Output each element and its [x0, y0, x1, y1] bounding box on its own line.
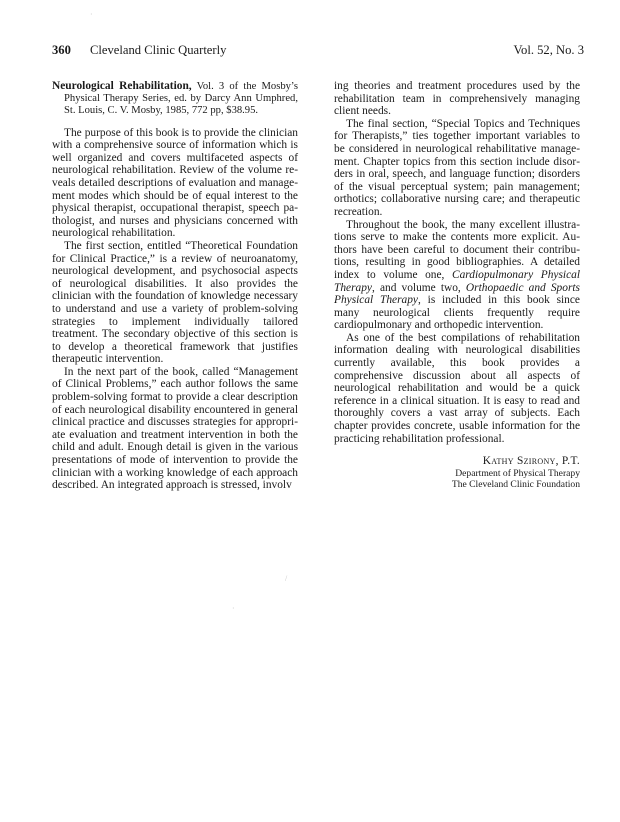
- paragraph: In the next part of the book, called “Management of Clinical Problems,” each author follows the same problem-solving format to provide a clear description of each neurological disability encountered in general clinical practice and discusses strategies for appropriate evaluation and treatment intervention in both the child and adult. Enough detail is given in the various presentations of mode of intervention to provide the clinician with a working knowledge of each approach described. An integrated approach is stressed, involv: [52, 365, 298, 492]
- paragraph-text: Throughout the book, the many excellent illustrations serve to make the contents more explicit. Authors have been careful to document their contributions, resulting in good bibliographies. A detailed index to volume one,: [334, 218, 580, 281]
- right-column: [334, 80, 580, 491]
- volume-issue: Vol. 52, No. 3: [513, 43, 584, 57]
- book-citation: [52, 80, 298, 118]
- journal-title: Cleveland Clinic Quarterly: [90, 43, 227, 57]
- running-head: [52, 43, 584, 61]
- paragraph: [334, 219, 580, 332]
- volume-one-title: Cardiopulmonary Physical Therapy: [334, 268, 580, 294]
- volume-two-title: Orthopaedic and Sports Physical Therapy: [334, 281, 580, 307]
- print-speck: /: [285, 574, 288, 583]
- paragraph: ing theories and treatment procedures used by the rehabilitation team in comprehensively managing client needs.: [334, 80, 580, 118]
- reviewer-department: Department of Physical Therapy: [455, 467, 580, 479]
- paragraph: The first section, entitled “Theoretical Foundation for Clinical Practice,” is a review of neuroanatomy, neurological development, and psychosocial aspects of neurological disabilities. It also provides the clinician with the foundation of knowledge necessary to understand and use a variety of problem-solving strategies to implement individually tailored treatment. The secondary objective of this section is to develop a theoretical framework that justifies therapeutic intervention.: [52, 239, 298, 366]
- signature-block: [334, 455, 580, 490]
- paragraph: The final section, “Special Topics and Techniques for Therapists,” ties together important variables to be considered in neurological rehabilitative management. Chapter topics from this section include disorders in oral, speech, and language function; disorders of the visual perceptual system; pain management; orthotics; collaborative nursing care; and therapeutic recreation.: [334, 117, 580, 218]
- paragraph-text: , is included in this book since many neurological clients frequently require cardiopulmonary and orthopedic intervention.: [334, 294, 580, 332]
- book-title: Neurological Rehabilitation,: [52, 80, 192, 92]
- print-speck: ·: [232, 604, 235, 613]
- print-speck: ·: [90, 10, 93, 19]
- paragraph: As one of the best compilations of rehabilitation information dealing with neurological disabilities currently available, this book provides a comprehensive discussion about all aspects of neurological rehabilitation and would be a quick reference in a clinical situation. It is easy to read and thoroughly covers a vast array of subjects. Each chapter provides concrete, usable information for the practicing rehabilitation professional.: [334, 331, 580, 445]
- reviewer-name: Kathy Szirony, P.T.: [482, 455, 580, 468]
- reviewer-institution: The Cleveland Clinic Foundation: [451, 479, 580, 491]
- citation-details: Vol. 3 of the Mosby’s Physical Therapy Series, ed. by Darcy Ann Umphred, St. Louis, C. V. Mosby, 1985, 772 pp, $38.95.: [64, 81, 298, 117]
- left-column: [52, 80, 298, 492]
- page-number: 360: [52, 43, 71, 57]
- paragraph: The purpose of this book is to provide the clinician with a comprehensive source of information which is well organized and covers multifaceted aspects of neurological rehabilitation. Review of the volume reveals detailed descriptions of evaluation and management modes which should be of equal interest to the physical therapist, occupational therapist, speech pathologist, and nurses and physicians concerned with neurological rehabilitation.: [52, 126, 298, 240]
- paragraph-text: , and volume two,: [371, 281, 466, 294]
